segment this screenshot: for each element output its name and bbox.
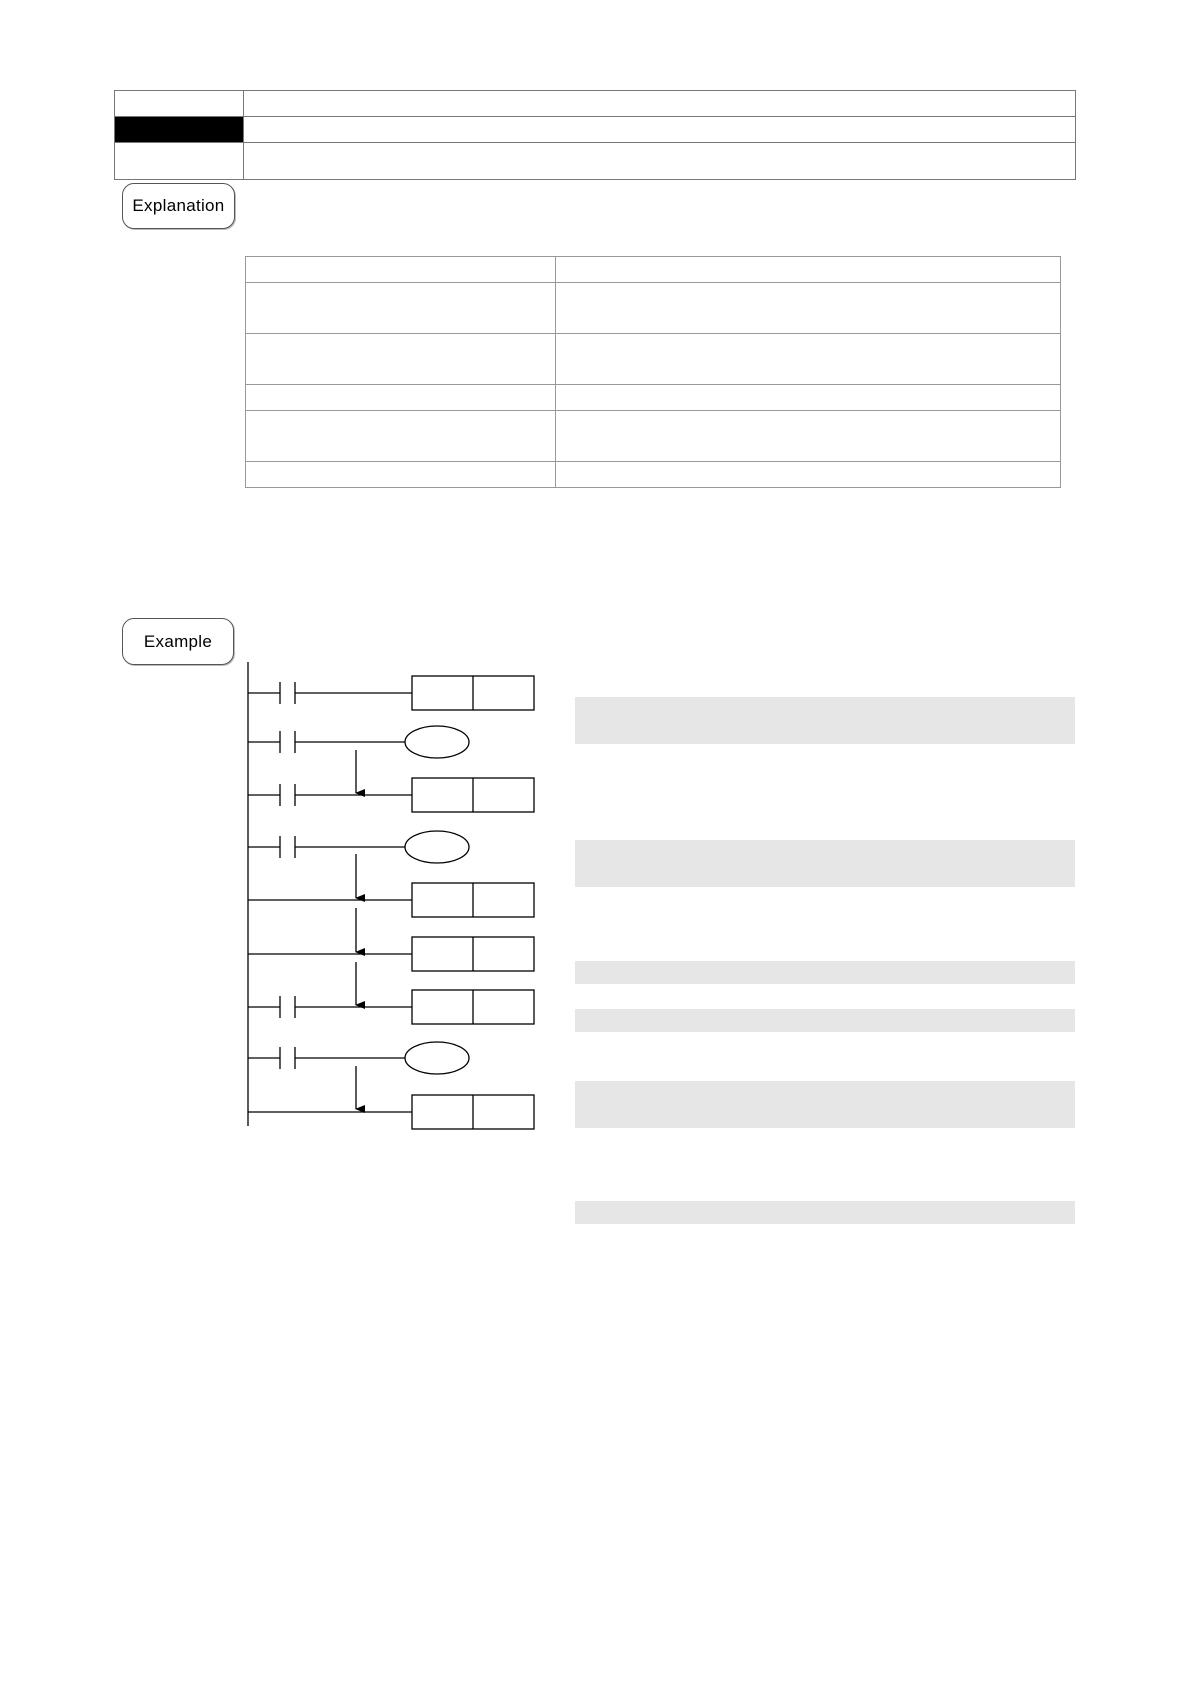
rung-6 (248, 937, 534, 971)
explanation-table-row (246, 334, 1061, 385)
rung-1 (248, 676, 534, 710)
ladder-diagram (240, 658, 540, 1138)
instruction-bar (575, 840, 1075, 887)
header-cell-label-highlighted (115, 117, 244, 143)
explanation-badge-label: Explanation (132, 196, 225, 215)
rung-8 (248, 1042, 469, 1074)
rung-5 (248, 883, 534, 917)
rung-2 (248, 726, 469, 758)
explanation-cell-left (246, 411, 556, 462)
explanation-cell-right (556, 334, 1061, 385)
explanation-table-row (246, 411, 1061, 462)
coil-oval (405, 726, 469, 758)
explanation-cell-right (556, 411, 1061, 462)
instruction-bar (575, 697, 1075, 744)
example-badge (122, 618, 234, 665)
instruction-bar (575, 1201, 1075, 1224)
explanation-table (245, 256, 1061, 488)
instruction-bar (575, 961, 1075, 984)
coil-oval (405, 1042, 469, 1074)
instruction-bar (575, 1009, 1075, 1032)
header-row (115, 91, 1076, 117)
explanation-cell-right (556, 462, 1061, 488)
explanation-cell-right (556, 257, 1061, 283)
header-row-highlighted (115, 117, 1076, 143)
rung-3 (248, 778, 534, 812)
explanation-cell-left (246, 334, 556, 385)
explanation-cell-right (556, 385, 1061, 411)
example-badge-label: Example (143, 631, 213, 651)
rung-4 (248, 831, 469, 863)
explanation-table-row (246, 257, 1061, 283)
rung-7 (248, 990, 534, 1024)
header-table (114, 90, 1076, 180)
explanation-cell-left (246, 283, 556, 334)
header-cell-label (115, 91, 244, 117)
rung-9 (248, 1095, 534, 1129)
header-cell-value (244, 143, 1076, 180)
header-cell-value (244, 117, 1076, 143)
explanation-table-row (246, 462, 1061, 488)
explanation-cell-left (246, 257, 556, 283)
header-row (115, 143, 1076, 180)
explanation-cell-left (246, 385, 556, 411)
explanation-cell-left (246, 462, 556, 488)
header-cell-value (244, 91, 1076, 117)
explanation-table-row (246, 283, 1061, 334)
explanation-badge (122, 183, 235, 229)
coil-oval (405, 831, 469, 863)
instruction-bar (575, 1081, 1075, 1128)
explanation-cell-right (556, 283, 1061, 334)
header-cell-label (115, 143, 244, 180)
explanation-table-row (246, 385, 1061, 411)
